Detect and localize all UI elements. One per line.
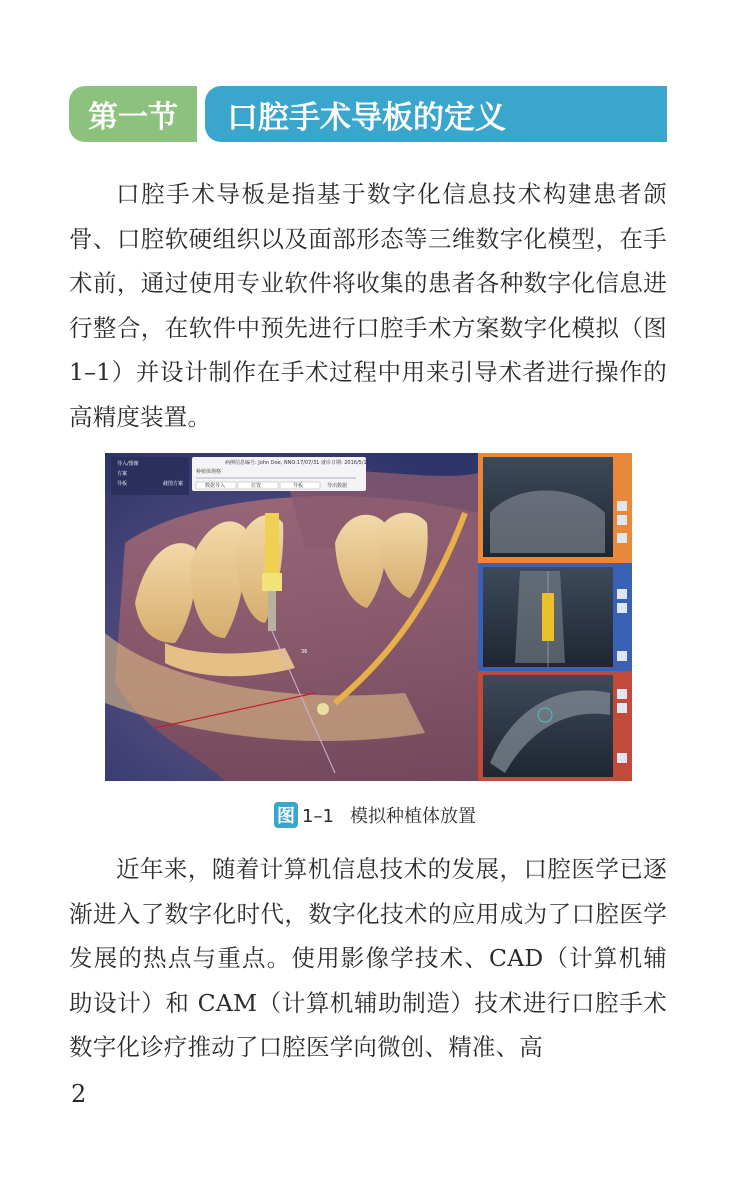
figure-implant-planning xyxy=(105,453,632,781)
ct-panel-top xyxy=(478,453,632,563)
tab-guide: 导板 xyxy=(293,483,304,489)
ct-panel-bottom xyxy=(478,671,632,781)
ct-panel-middle xyxy=(478,563,632,671)
figure-title: 模拟种植体放置 xyxy=(349,806,476,827)
paragraph-1: 口腔手术导板是指基于数字化信息技术构建患者颌骨、口腔软硬组织以及面部形态等三维数字化模型，在手术前，通过使用专业软件将收集的患者各种数字化信息进行整合，在软件中预先进行口腔手术方案数字化模拟（图 1–1）并设计制作在手术过程中用来引导术者进行操作的高精度装置。 xyxy=(69,180,667,431)
figure-badge: 图 xyxy=(274,802,298,828)
figure-image xyxy=(105,453,632,781)
sidebar-button: 截图方案 xyxy=(163,481,184,487)
tab-import: 数据导入 xyxy=(205,483,226,489)
software-info-panel xyxy=(192,457,370,491)
implant-label: 种植体规格 xyxy=(196,469,222,475)
section-separator xyxy=(197,86,205,142)
section-number: 第一节 xyxy=(69,86,197,142)
page-number: 2 xyxy=(71,1080,87,1108)
sidebar-item-plan: 方案 xyxy=(117,471,128,477)
section-header xyxy=(69,86,667,142)
planning-label: 36 xyxy=(301,649,308,655)
figure-number: 1–1 xyxy=(302,806,334,827)
tab-position: 位置 xyxy=(251,483,262,489)
software-sidebar xyxy=(111,457,189,495)
sidebar-item-guide: 导板 xyxy=(117,481,128,487)
paragraph-2: 近年来，随着计算机信息技术的发展，口腔医学已逐渐进入了数字化时代，数字化技术的应用成为了口腔医学发展的热点与重点。使用影像学技术、CAD（计算机辅助设计）和 CAM（计算机辅助制造）技术进行口腔手术数字化诊疗推动了口腔医学向微创、精准、高 xyxy=(69,855,667,1061)
figure-caption xyxy=(0,802,750,828)
tab-export: 导出数据 xyxy=(327,483,348,489)
patient-info: 病例信息编号: John Doe, NNO:17/07/31 就诊日期: 2016/5/18 xyxy=(225,460,370,466)
section-title: 口腔手术导板的定义 xyxy=(205,86,667,142)
sidebar-item-import: 导入/图像 xyxy=(117,461,139,467)
